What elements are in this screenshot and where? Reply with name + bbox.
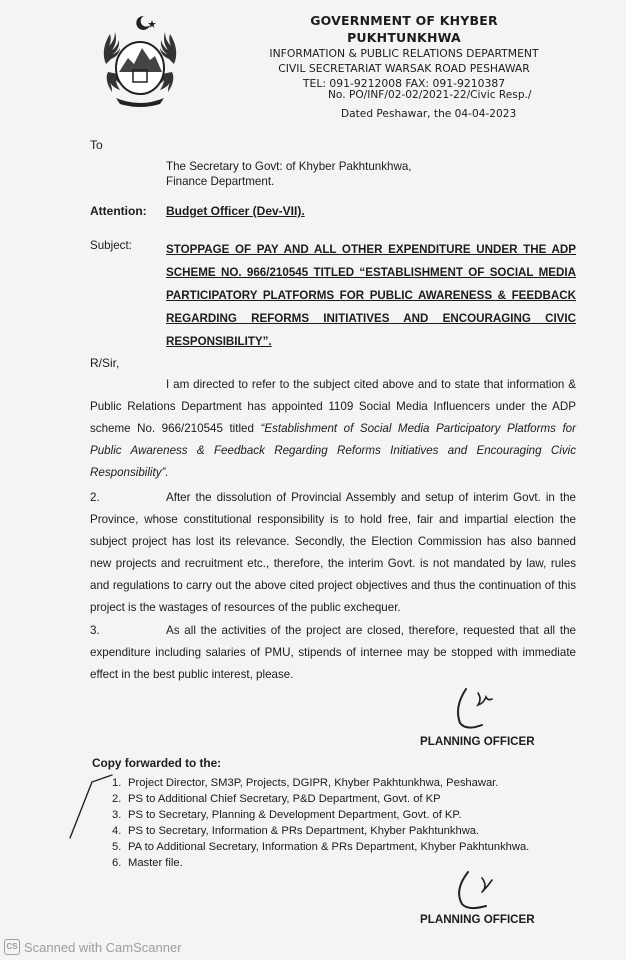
handwritten-bracket-mark <box>62 772 114 844</box>
list-item: 1. Project Director, SM3P, Projects, DGIPR, Khyber Pakhtunkhwa, Peshawar. <box>112 777 499 789</box>
paragraph-3-number: 3. <box>90 624 100 637</box>
paragraph-3 <box>90 620 576 686</box>
addressee-line-2: Finance Department. <box>166 175 275 188</box>
subject-label: Subject: <box>90 239 132 252</box>
subject-text: STOPPAGE OF PAY AND ALL OTHER EXPENDITURE UNDER THE ADP SCHEME NO. 966/210545 TITLED “ESTABLISHMENT OF SOCIAL MEDIA PARTICIPATORY PLATFORMS FOR PUBLIC AWARENESS & FEEDBACK REGARDING REFORMS INITIATIVES AND ENCOURAGING CIVIC RESPONSIBILITY”. <box>166 243 576 348</box>
signature-mark <box>452 683 512 733</box>
paragraph-1-text: I am directed to refer to the subject cited above and to state that information & Public Relations Department has appointed 1109 Social Media Influencers under the ADP scheme No. 966/210545 titled <box>90 378 576 435</box>
paragraph-3-text: As all the activities of the project are closed, therefore, requested that all the expenditure including salaries of PMU, stipends of internee may be stopped with immediate effect in the best public interest, please. <box>90 624 576 681</box>
scanner-watermark-text: Scanned with CamScanner <box>24 939 182 955</box>
letterhead-address: CIVIL SECRETARIAT WARSAK ROAD PESHAWAR <box>278 62 530 75</box>
list-item: 6. Master file. <box>112 857 183 869</box>
list-item: 4. PS to Secretary, Information & PRs Department, Khyber Pakhtunkhwa. <box>112 825 480 837</box>
signature-mark-2 <box>452 866 512 914</box>
reference-number: No. PO/INF/02-02/2021-22/Civic Resp./ <box>328 89 532 101</box>
addressee <box>166 159 412 189</box>
reference-date: Dated Peshawar, the 04-04-2023 <box>341 108 517 120</box>
paragraph-2-text: After the dissolution of Provincial Assembly and setup of interim Govt. in the Province, whose constitutional responsibility is to hold free, fair and impartial election the subject project has lost its relevance. Secondly, the Election Commission has also banned new projects and recruitment etc., therefore, the interim Govt. is not mandated by law, rules and regulations to carry out the above cited project objectives and thus the continuation of this project is the wastages of resources of the public exchequer. <box>90 491 576 614</box>
attention-value: Budget Officer (Dev-VII). <box>166 204 305 218</box>
paragraph-2 <box>90 487 576 619</box>
copy-forwarded-heading: Copy forwarded to the: <box>92 756 222 770</box>
attention-label: Attention: <box>90 204 147 218</box>
salutation: R/Sir, <box>90 356 120 370</box>
copy-forwarded-list <box>112 775 529 871</box>
list-item: 3. PS to Secretary, Planning & Development Department, Govt. of KP. <box>112 809 462 821</box>
letterhead-phone: TEL: 091-9212008 FAX: 091-9210387 <box>302 77 506 90</box>
letterhead-government: GOVERNMENT OF KHYBER PUKHTUNKHWA <box>310 13 498 45</box>
list-item: 5. PA to Additional Secretary, Information & PRs Department, Khyber Pakhtunkhwa. <box>112 841 530 853</box>
signatory-designation-2: PLANNING OFFICER <box>420 913 535 926</box>
scanner-watermark <box>4 939 182 955</box>
paragraph-1 <box>90 374 576 484</box>
letterhead <box>256 12 552 91</box>
paragraph-2-number: 2. <box>90 491 100 504</box>
reference-block <box>288 86 548 124</box>
paragraph-1-scheme-title: “Establishment of Social Media Participatory Platforms for Public Awareness & Feedback Regarding Reforms Initiatives and Encouraging Civic Responsibility”. <box>90 422 576 479</box>
addressee-line-1: The Secretary to Govt: of Khyber Pakhtunkhwa, <box>166 160 412 173</box>
khyber-pakhtunkhwa-emblem-icon <box>92 12 188 110</box>
letterhead-department: INFORMATION & PUBLIC RELATIONS DEPARTMENT <box>269 47 539 60</box>
to-label: To <box>90 138 103 152</box>
list-item: 2. PS to Additional Chief Secretary, P&D Department, Govt. of KP <box>112 793 441 805</box>
signatory-designation: PLANNING OFFICER <box>420 735 535 748</box>
camscanner-icon: CS <box>4 939 20 955</box>
